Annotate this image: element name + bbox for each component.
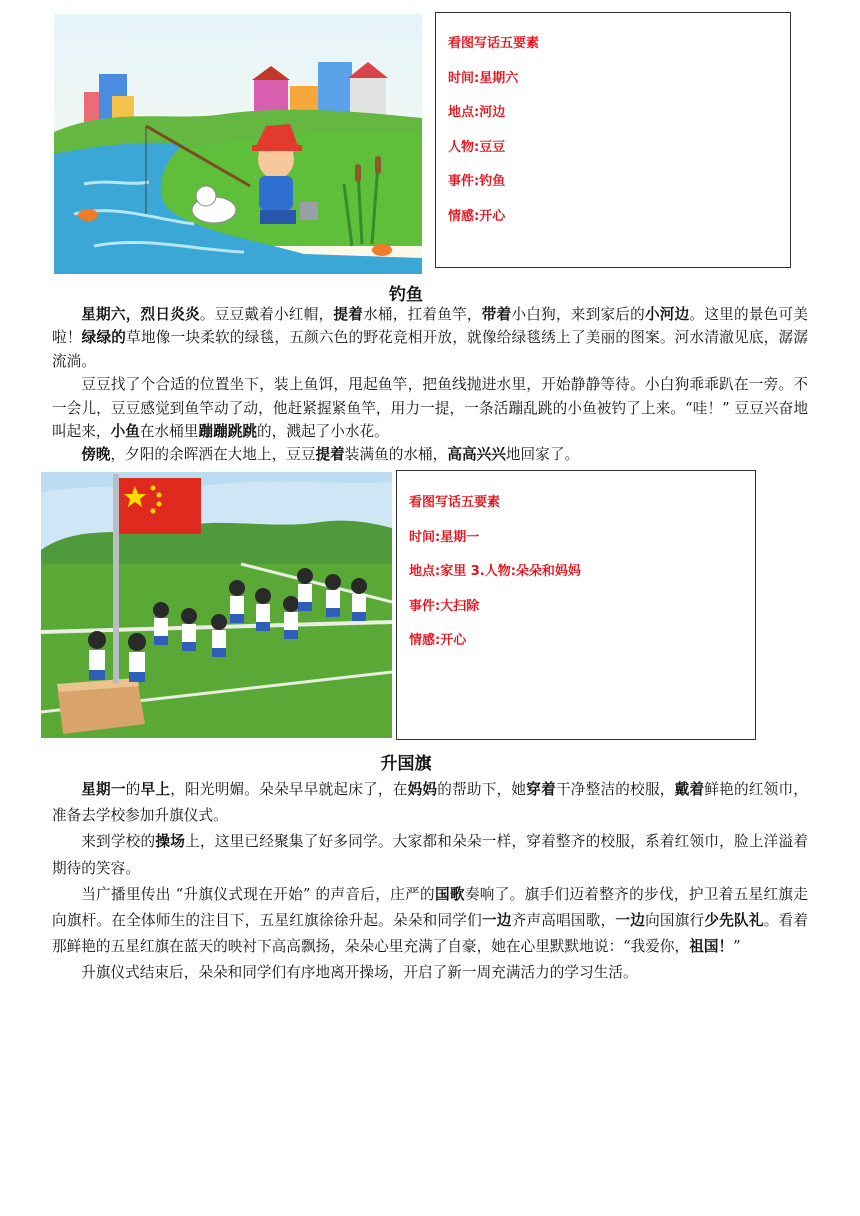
paragraph: 傍晚，夕阳的余晖洒在大地上，豆豆提着装满鱼的水桶，高高兴兴地回家了。	[81, 446, 580, 464]
info-person: 人物:豆豆	[448, 139, 506, 155]
paragraph: 来到学校的操场上，这里已经聚集了好多同学。大家都和朵朵一样，穿着整齐的校服，系着红领巾，脸上洋溢着期待的笑容。	[52, 833, 808, 877]
emphasis: 星期六，烈日炎炎	[81, 306, 200, 323]
info-place: 地点:河边	[448, 105, 506, 120]
info-emotion: 情感:开心	[409, 633, 467, 648]
info-event: 事件:钓鱼	[448, 174, 506, 189]
paragraph: 当广播里传出 “升旗仪式现在开始” 的声音后，庄严的国歌奏响了。旗手们迈着整齐的步伐，护卫着五星红旗走向旗杆。在全体师生的注目下，五星红旗徐徐升起。朵朵和同学们一边齐声高唱国歌，一边向国旗行少先队礼。看着那鲜艳的五星红旗在蓝天的映衬下高高飘扬，朵朵心里充满了自豪，她在心里默默地说：“我爱你，祖国！”	[52, 885, 808, 956]
fishing-illustration	[54, 14, 422, 274]
flag-raising-illustration	[41, 472, 392, 738]
info-place-person: 地点:家里 3.人物:朵朵和妈妈	[409, 564, 581, 579]
five-elements-box-2	[396, 470, 756, 740]
paragraph: 星期六，烈日炎炎。豆豆戴着小红帽，提着水桶，扛着鱼竿，带着小白狗，来到家后的小河边。这里的景色可美啦！绿绿的草地像一块柔软的绿毯，五颜六色的野花竞相开放，就像给绿毯绣上了美丽的图案。河水清澈见底，潺潺流淌。	[52, 306, 808, 370]
info-time: 时间:星期一	[409, 529, 480, 545]
story-title-fishing: 钓鱼	[389, 285, 423, 305]
paragraph: 豆豆找了个合适的位置坐下，装上鱼饵，甩起鱼竿，把鱼线抛进水里，开始静静等待。小白狗乖乖趴在一旁。不一会儿，豆豆感觉到鱼竿动了动，他赶紧握紧鱼竿，用力一提，一条活蹦乱跳的小鱼被钓了上来。“哇！” 豆豆兴奋地叫起来，小鱼在水桶里蹦蹦跳跳的，溅起了小水花。	[52, 376, 808, 441]
five-elements-box-1	[435, 12, 791, 268]
paragraph: 升旗仪式结束后，朵朵和同学们有序地离开操场，开启了新一周充满活力的学习生活。	[81, 964, 638, 982]
story-title-flag-raising: 升国旗	[380, 754, 432, 774]
info-emotion: 情感:开心	[448, 208, 506, 224]
paragraph: 星期一的早上，阳光明媚。朵朵早早就起床了，在妈妈的帮助下，她穿着干净整洁的校服，戴着鲜艳的红领巾，准备去学校参加升旗仪式。	[52, 781, 808, 825]
info-time: 时间:星期六	[448, 70, 519, 86]
info-event: 事件:大扫除	[409, 598, 480, 614]
story-body-fishing	[52, 303, 808, 467]
info-heading: 看图写话五要素	[448, 36, 540, 51]
story-body-flag-raising	[52, 777, 808, 987]
info-heading: 看图写话五要素	[409, 495, 501, 510]
